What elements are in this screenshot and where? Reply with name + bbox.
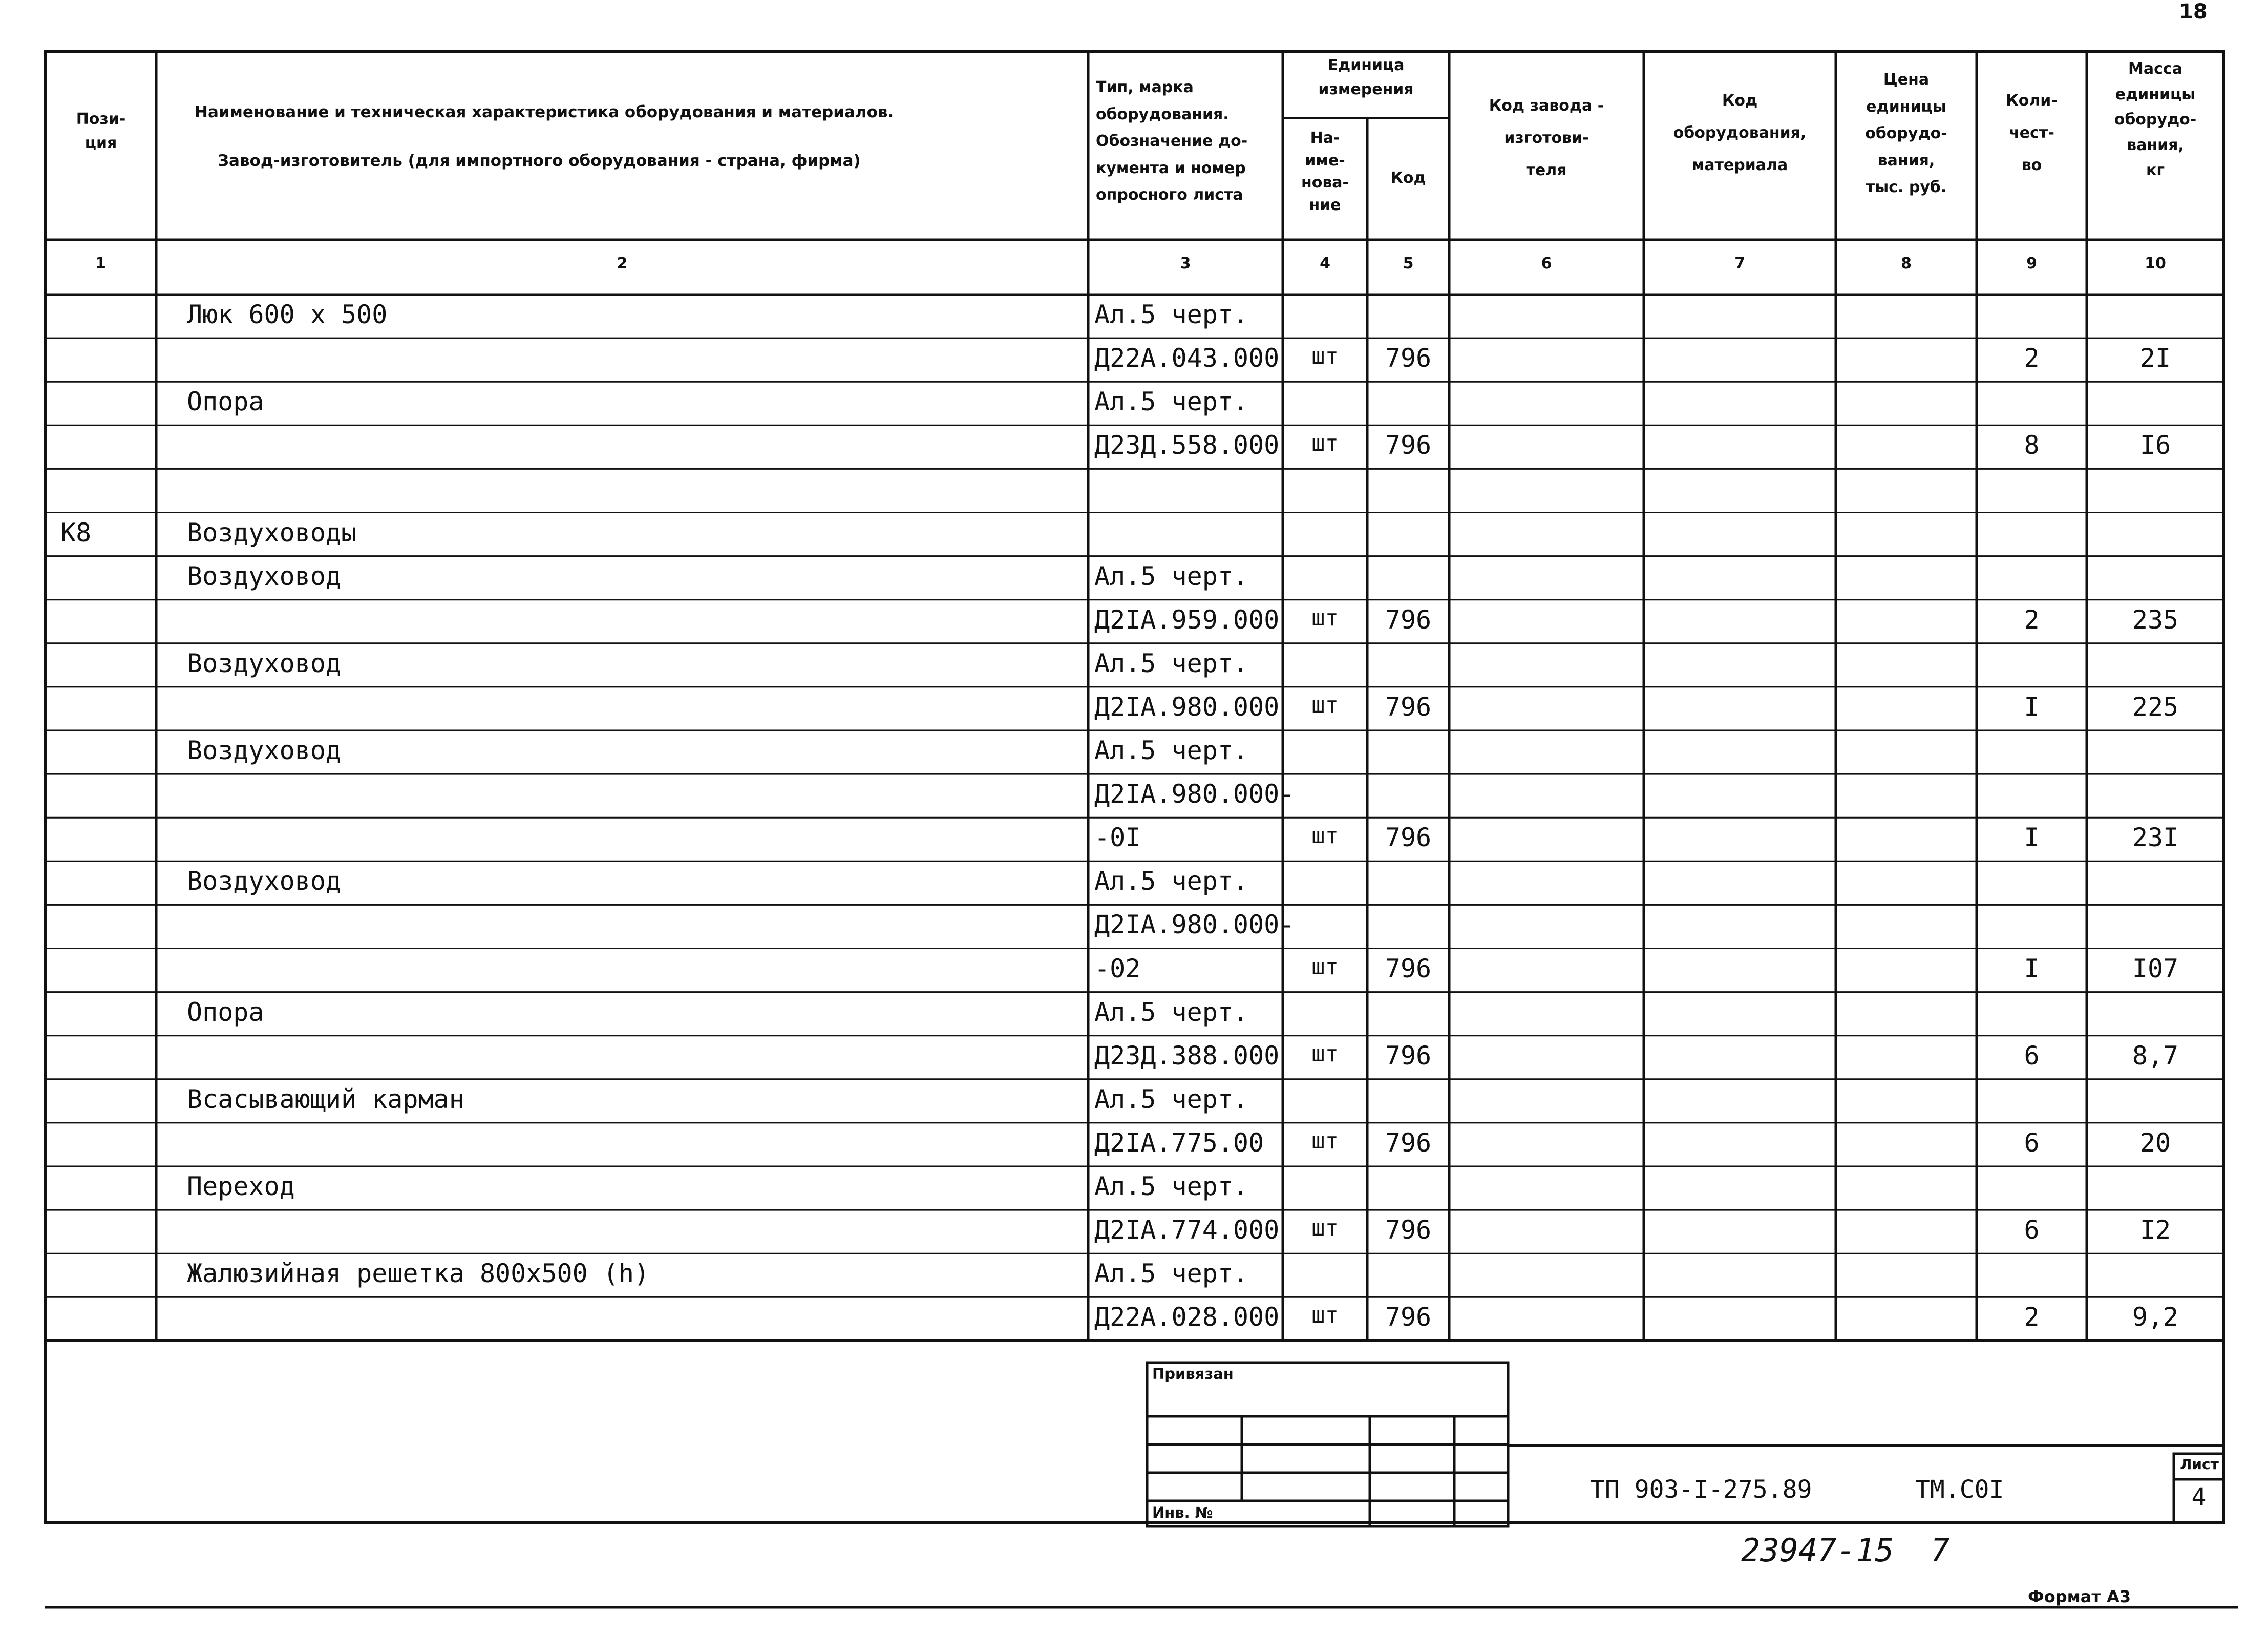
header-quantity: Коли- чест- во [2006, 92, 2058, 174]
archive-number: 23947-15 [1741, 1532, 1894, 1569]
row-mass: I2 [2139, 1215, 2171, 1245]
row-type: Ал.5 черт. [1094, 561, 1249, 591]
row-quantity: 8 [2024, 430, 2040, 460]
header-unit-group: Единица измерения [1318, 56, 1414, 98]
row-mass: 2I [2139, 343, 2171, 373]
column-number-4: 4 [1320, 255, 1330, 273]
row-mass: 20 [2139, 1127, 2171, 1158]
row-mass: 235 [2132, 604, 2179, 635]
stamp-inv-no: Инв. № [1152, 1504, 1213, 1521]
row-code: 796 [1385, 823, 1432, 853]
row-name: Переход [187, 1171, 295, 1201]
column-number-1: 1 [95, 255, 106, 273]
row-quantity: 6 [2024, 1040, 2040, 1071]
row-code: 796 [1385, 604, 1432, 635]
row-code: 796 [1385, 430, 1432, 460]
row-name: Опора [187, 997, 264, 1027]
row-unit: шт [1311, 692, 1339, 718]
row-type: Д23Д.388.000 [1094, 1040, 1280, 1071]
header-name-line2: Завод-изготовитель (для импортного оборудования - страна, фирма) [218, 152, 861, 170]
row-name: Воздуховоды [187, 517, 357, 548]
row-type: Д2IА.775.00 [1094, 1127, 1264, 1158]
row-type: -02 [1094, 953, 1141, 983]
row-mass: 23I [2132, 823, 2179, 853]
column-number-9: 9 [2026, 255, 2037, 273]
row-position: К8 [60, 517, 92, 548]
stamp-sheet-code: ТМ.C0I [1915, 1475, 2004, 1504]
row-type: Д2IА.980.000- [1094, 910, 1295, 940]
corner-page-number: 18 [2179, 0, 2208, 24]
header-unit-code: Код [1390, 169, 1426, 187]
row-name: Воздуховод [187, 736, 342, 765]
column-number-2: 2 [617, 255, 628, 273]
row-unit: шт [1311, 343, 1339, 370]
column-number-5: 5 [1403, 255, 1414, 273]
row-type: Ал.5 черт. [1094, 736, 1249, 765]
row-type: Ал.5 черт. [1094, 1084, 1249, 1114]
row-quantity: 2 [2024, 343, 2040, 373]
row-mass: 8,7 [2132, 1040, 2179, 1071]
row-name: Жалюзийная решетка 800х500 (h) [187, 1259, 650, 1289]
header-equipment-code: Код оборудования, материала [1673, 92, 1807, 174]
stamp-sheet-number: 4 [2191, 1483, 2207, 1512]
stamp-sheet-label: Лист [2180, 1456, 2219, 1473]
row-name: Воздуховод [187, 648, 342, 678]
row-name: Люк 600 х 500 [187, 300, 388, 329]
archive-page: 7 [1931, 1532, 1950, 1569]
header-price: Цена единицы оборудо- вания, тыс. руб. [1865, 71, 1947, 196]
row-code: 796 [1385, 343, 1432, 373]
row-unit: шт [1311, 1215, 1339, 1242]
row-quantity: 2 [2024, 1302, 2040, 1332]
column-number-7: 7 [1734, 255, 1745, 273]
row-type: Ал.5 черт. [1094, 1171, 1249, 1201]
row-quantity: 6 [2024, 1127, 2040, 1158]
row-quantity: I [2024, 953, 2040, 983]
header-factory-code: Код завода - изготови- теля [1489, 97, 1604, 179]
row-name: Воздуховод [187, 561, 342, 591]
header-unit-name: На- име- нова- ние [1301, 129, 1349, 214]
row-type: -0I [1094, 823, 1141, 853]
row-type: Д2IА.959.000 [1094, 604, 1280, 635]
row-type: Ал.5 черт. [1094, 300, 1249, 329]
row-quantity: 6 [2024, 1215, 2040, 1245]
row-type: Д23Д.558.000 [1094, 430, 1280, 460]
row-unit: шт [1311, 1040, 1339, 1067]
column-number-10: 10 [2145, 255, 2166, 273]
row-mass: I07 [2132, 953, 2179, 983]
column-number-6: 6 [1541, 255, 1552, 273]
row-unit: шт [1311, 1302, 1339, 1329]
row-name: Всасывающий карман [187, 1084, 464, 1114]
row-unit: шт [1311, 1127, 1339, 1154]
row-type: Д22А.043.000 [1094, 343, 1280, 373]
row-quantity: I [2024, 692, 2040, 722]
row-code: 796 [1385, 1302, 1432, 1332]
format-label: Формат А3 [2028, 1587, 2131, 1606]
header-mass: Масса единицы оборудо- вания, кг [2114, 60, 2197, 179]
stamp-privyazan: Привязан [1152, 1365, 1234, 1383]
row-mass: I6 [2139, 430, 2171, 460]
stamp-doc-code: ТП 903-I-275.89 [1590, 1475, 1812, 1504]
row-type: Ал.5 черт. [1094, 387, 1249, 417]
row-code: 796 [1385, 1215, 1432, 1245]
row-code: 796 [1385, 1127, 1432, 1158]
row-type: Д2IА.774.000 [1094, 1215, 1280, 1245]
header-type: Тип, марка оборудования. Обозначение до- кумента и номер опросного листа [1096, 78, 1248, 204]
row-quantity: 2 [2024, 604, 2040, 635]
row-unit: шт [1311, 953, 1339, 980]
row-mass: 9,2 [2132, 1302, 2179, 1332]
row-unit: шт [1311, 604, 1339, 631]
column-number-3: 3 [1180, 255, 1191, 273]
row-code: 796 [1385, 953, 1432, 983]
row-type: Ал.5 черт. [1094, 1259, 1249, 1289]
row-name: Опора [187, 387, 264, 417]
row-name: Воздуховод [187, 866, 342, 896]
row-type: Д2IА.980.000- [1094, 779, 1295, 809]
row-quantity: I [2024, 823, 2040, 853]
row-code: 796 [1385, 692, 1432, 722]
row-type: Ал.5 черт. [1094, 648, 1249, 678]
column-number-8: 8 [1901, 255, 1912, 273]
row-type: Ал.5 черт. [1094, 866, 1249, 896]
row-type: Д22А.028.000 [1094, 1302, 1280, 1332]
header-name-line1: Наименование и техническая характеристика оборудования и материалов. [195, 103, 894, 121]
row-type: Ал.5 черт. [1094, 997, 1249, 1027]
row-unit: шт [1311, 823, 1339, 849]
header-position: Пози- ция [76, 110, 126, 152]
row-mass: 225 [2132, 692, 2179, 722]
row-type: Д2IА.980.000 [1094, 692, 1280, 722]
row-unit: шт [1311, 430, 1339, 457]
row-code: 796 [1385, 1040, 1432, 1071]
